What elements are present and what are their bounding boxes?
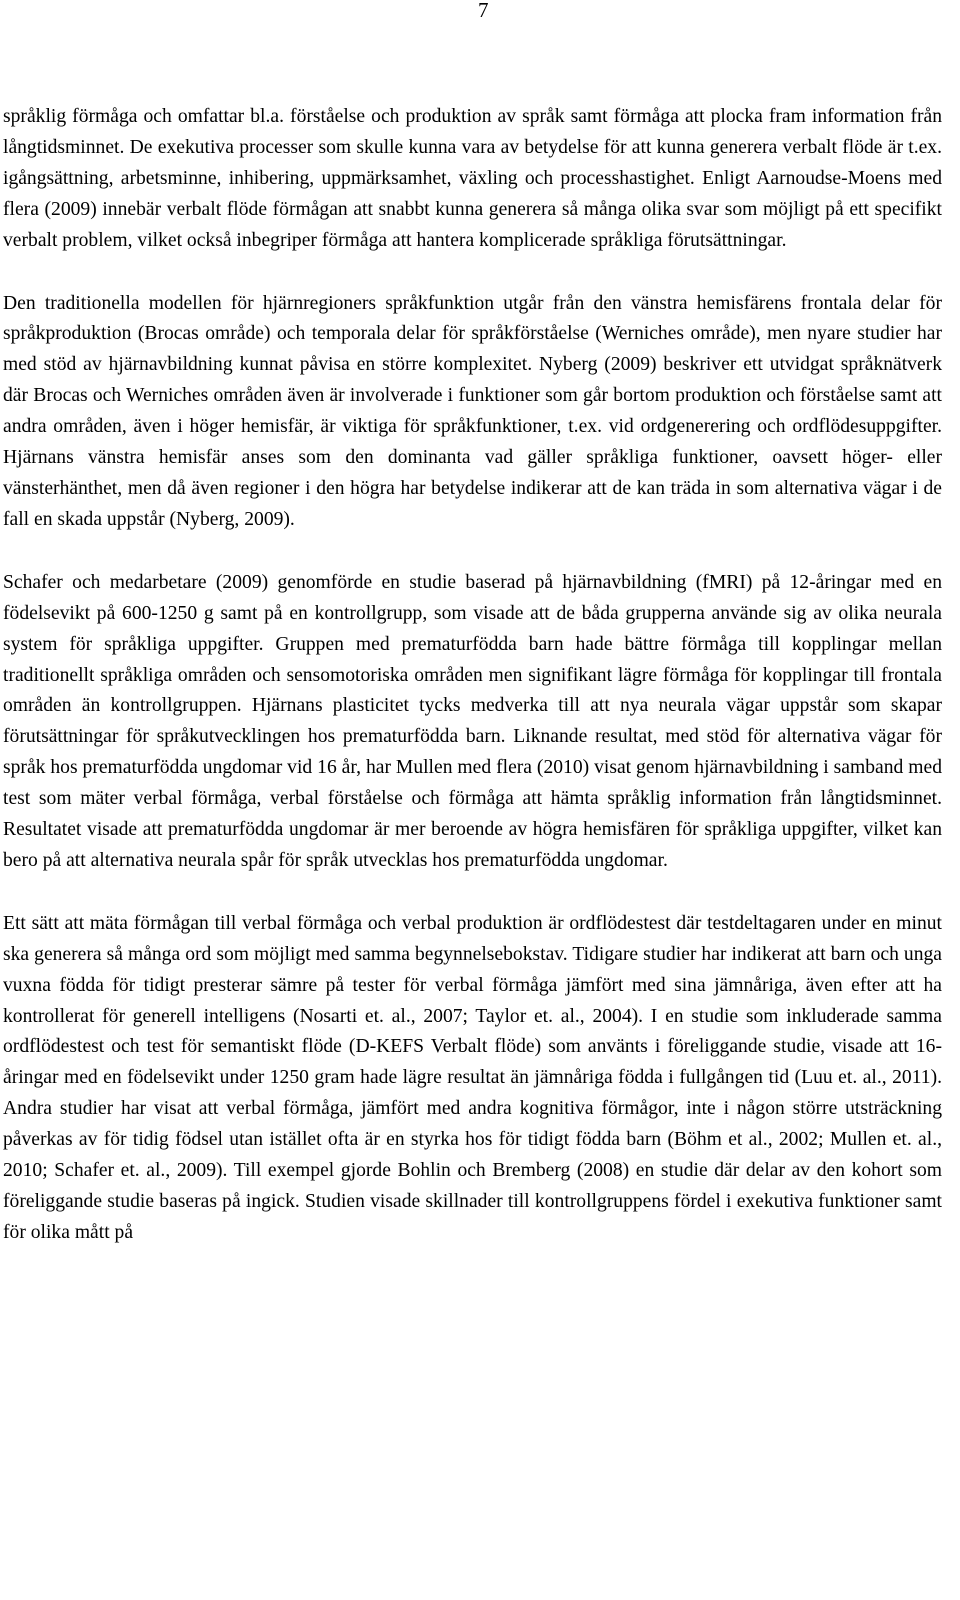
page-number: 7 [478,0,489,22]
paragraph-neuroimaging-studies: Schafer och medarbetare (2009) genomförde en studie baserad på hjärnavbildning (fMRI) på 12-åringar med en födelsevikt på 600-1250 g samt på en kontrollgrupp, som visade att de båda grupperna använde sig av olika neurala system för språkliga uppgifter. Gruppen med prematurfödda barn hade bättre förmåga till kopplingar mellan traditionellt språkliga områden och sensomotoriska områden men signifikant lägre förmåga för kopplingar till frontala områden än kontrollgruppen. Hjärnans plasticitet tycks medverka till att nya neurala vägar uppstår som skapar förutsättningar för språkutvecklingen hos prematurfödda barn. Liknande resultat, med stöd för alternativa vägar för språk hos prematurfödda ungdomar vid 16 år, har Mullen med flera (2010) visat genom hjärnavbildning i samband med test som mäter verbal förmåga, verbal förståelse och förmåga att hämta språklig information från långtidsminnet. Resultatet visade att prematurfödda ungdomar är mer beroende av högra hemisfären för språkliga uppgifter, vilket kan bero på att alternativa neurala spår för språk utvecklas hos prematurfödda ungdomar. [3,571,942,871]
paragraph-verbal-fluency-definition: språklig förmåga och omfattar bl.a. förståelse och produktion av språk samt förmåga att plocka fram information från långtidsminnet. De exekutiva processer som skulle kunna vara av betydelse för att kunna generera verbalt flöde är t.ex. igångsättning, arbetsminne, inhibering, uppmärksamhet, växling och processhastighet. Enligt Aarnoudse-Moens med flera (2009) innebär verbalt flöde förmågan att snabbt kunna generera så många olika svar som möjligt på ett specifikt verbalt problem, vilket också inbegriper förmåga att hantera komplicerade språkliga förutsättningar. [3,106,942,251]
body-text [3,102,942,1249]
paragraph-brain-language-model: Den traditionella modellen för hjärnregioners språkfunktion utgår från den vänstra hemisfärens frontala delar för språkproduktion (Brocas område) och temporala delar för språkförståelse (Werniches område), men nyare studier har med stöd av hjärnavbildning kunnat påvisa en större komplexitet. Nyberg (2009) beskriver ett utvidgat språknätverk där Brocas och Werniches områden även är involverade i funktioner som går bortom produktion och förståelse samt att andra områden, även i höger hemisfär, är viktiga för språkfunktioner, t.ex. vid ordgenerering och ordflödesuppgifter. Hjärnans vänstra hemisfär anses som den dominanta vad gäller språkliga funktioner, oavsett höger- eller vänsterhänthet, men då även regioner i den högra har betydelse indikerar att de kan träda in som alternativa vägar i de fall en skada uppstår (Nyberg, 2009). [3,292,942,530]
paragraph-fluency-testing: Ett sätt att mäta förmågan till verbal förmåga och verbal produktion är ordflödestest där testdeltagaren under en minut ska generera så många ord som möjligt med samma begynnelsebokstav. Tidigare studier har indikerat att barn och unga vuxna födda för tidigt presterar sämre på tester för verbal förmåga jämfört med sina jämnåriga, även efter att ha kontrollerat för generell intelligens (Nosarti et. al., 2007; Taylor et. al., 2004). I en studie som inkluderade samma ordflödestest och test för semantiskt flöde (D-KEFS Verbalt flöde) som använts i föreliggande studie, visade att 16-åringar med en födelsevikt under 1250 gram hade lägre resultat än jämnåriga födda i fullgången tid (Luu et. al., 2011). Andra studier har visat att verbal förmåga, jämfört med andra kognitiva förmågor, inte i någon större utsträckning påverkas av för tidig födsel utan istället ofta är en styrka hos för tidigt födda barn (Böhm et al., 2002; Mullen et. al., 2010; Schafer et. al., 2009). Till exempel gjorde Bohlin och Bremberg (2008) en studie där delar av den kohort som föreliggande studie baseras på ingick. Studien visade skillnader till kontrollgruppens fördel i exekutiva funktioner samt för olika mått på [3,912,942,1243]
